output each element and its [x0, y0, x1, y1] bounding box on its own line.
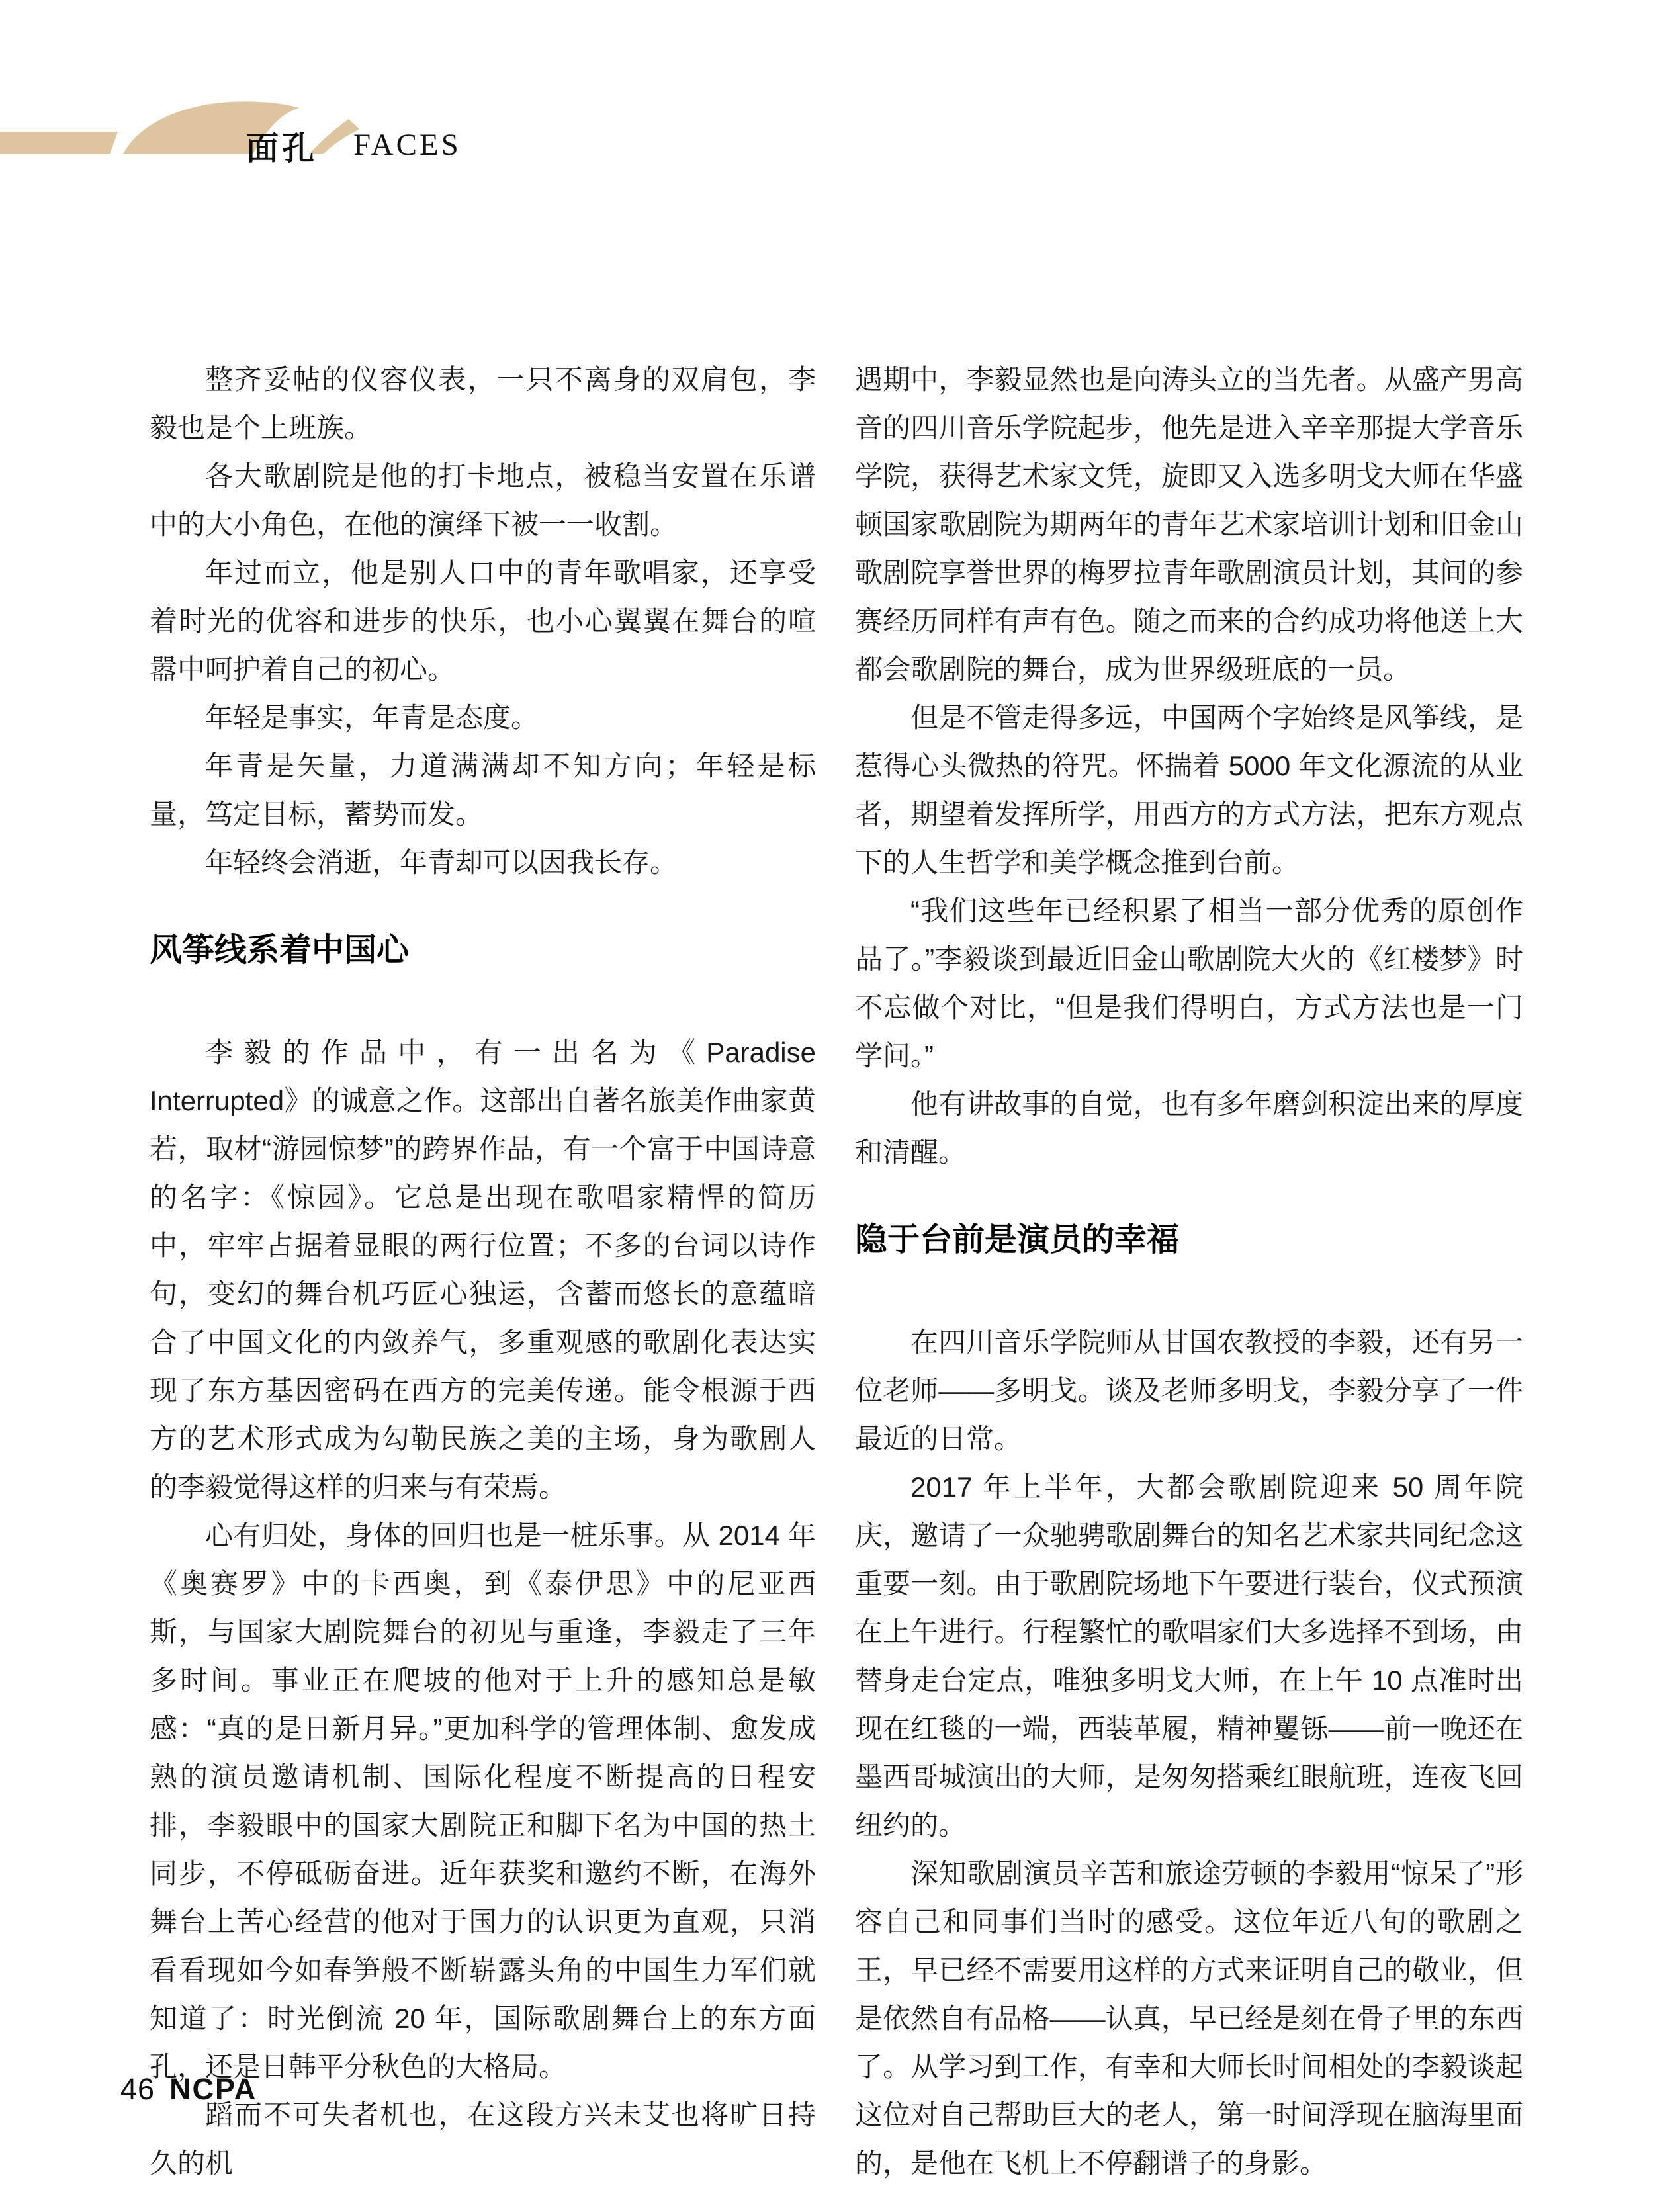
paragraph: 年青是矢量，力道满满却不知方向；年轻是标量，笃定目标，蓄势而发。 [150, 750, 816, 830]
paragraph: 整齐妥帖的仪容仪表，一只不离身的双肩包，李毅也是个上班族。 [150, 364, 816, 443]
footer [120, 2072, 257, 2107]
paragraph: 在四川音乐学院师从甘国农教授的李毅，还有另一位老师——多明戈。谈及老师多明戈，李毅分享了一件最近的日常。 [855, 1327, 1523, 1454]
section-title-zh: 面孔 [246, 131, 318, 167]
section-title-en: FACES [353, 128, 461, 162]
paragraph: 年轻是事实，年青是态度。 [205, 702, 539, 733]
paragraph: 蹈而不可失者机也，在这段方兴未艾也将旷日持久的机 [150, 2099, 816, 2179]
header-band [0, 99, 503, 195]
paragraph: 2017 年上半年，大都会歌剧院迎来 50 周年院庆，邀请了一众驰骋歌剧舞台的知名艺术家共同纪念这重要一刻。由于歌剧院场地下午要进行装台，仪式预演在上午进行。行程繁忙的歌唱家们大多选择不到场，由替身走台定点，唯独多明戈大师，在上午 10 点准时出现在红毯的一端，西装革履，精神矍铄——前一晚还在墨西哥城演出的大师，是匆匆搭乘红眼航班，连夜飞回纽约的。 [855, 1471, 1523, 1841]
left-column [150, 355, 816, 2187]
paragraph: “我们这些年已经积累了相当一部分优秀的原创作品了。”李毅谈到最近旧金山歌剧院大火的《红楼梦》时不忘做个对比，“但是我们得明白，方式方法也是一门学问。” [855, 895, 1523, 1071]
right-paragraphs-bottom [855, 1318, 1523, 2187]
paragraph: 年轻终会消逝，年青却可以因我长存。 [205, 847, 678, 878]
magazine-name: NCPA [169, 2072, 257, 2106]
paragraph: 年过而立，他是别人口中的青年歌唱家，还享受着时光的优容和进步的快乐，也小心翼翼在舞台的喧嚣中呵护着自己的初心。 [150, 557, 816, 685]
paragraph: 心有归处，身体的回归也是一桩乐事。从 2014 年《奥赛罗》中的卡西奥，到《泰伊思》中的尼亚西斯，与国家大剧院舞台的初见与重逢，李毅走了三年多时间。事业正在爬坡的他对于上升的感知总是敏感：“真的是日新月异。”更加科学的管理体制、愈发成熟的演员邀请机制、国际化程度不断提高的日程安排，李毅眼中的国家大剧院正和脚下名为中国的热土同步，不停砥砺奋进。近年获奖和邀约不断，在海外舞台上苦心经营的他对于国力的认识更为直观，只消看看现如今如春笋般不断崭露头角的中国生力军们就知道了：时光倒流 20 年，国际歌剧舞台上的东方面孔，还是日韩平分秋色的大格局。 [150, 1520, 816, 2082]
paragraph: 但是不管走得多远，中国两个字始终是风筝线，是惹得心头微热的符咒。怀揣着 5000 年文化源流的从业者，期望着发挥所学，用西方的方式方法，把东方观点下的人生哲学和美学概念推到台前。 [855, 702, 1523, 878]
paragraph: 遇期中，李毅显然也是向涛头立的当先者。从盛产男高音的四川音乐学院起步，他先是进入辛辛那提大学音乐学院，获得艺术家文凭，旋即又入选多明戈大师在华盛顿国家歌剧院为期两年的青年艺术家培训计划和旧金山歌剧院享誉世界的梅罗拉青年歌剧演员计划，其间的参赛经历同样有声有色。随之而来的合约成功将他送上大都会歌剧院的舞台，成为世界级班底的一员。 [855, 364, 1523, 685]
left-paragraphs-top [150, 355, 816, 887]
right-paragraphs-top [855, 355, 1523, 1176]
paragraph: 李毅的作品中，有一出名为《Paradise Interrupted》的诚意之作。这部出自著名旅美作曲家黄若，取材“游园惊梦”的跨界作品，有一个富于中国诗意的名字：《惊园》。它总是出现在歌唱家精悍的简历中，牢牢占据着显眼的两行位置；不多的台词以诗作句，变幻的舞台机巧匠心独运，含蓄而悠长的意蕴暗合了中国文化的内敛养气，多重观感的歌剧化表达实现了东方基因密码在西方的完美传递。能令根源于西方的艺术形式成为勾勒民族之美的主场，身为歌剧人的李毅觉得这样的归来与有荣焉。 [150, 1037, 816, 1503]
paragraph: 各大歌剧院是他的打卡地点，被稳当安置在乐谱中的大小角色，在他的演绎下被一一收割。 [150, 460, 816, 540]
left-section-heading: 风筝线系着中国心 [150, 932, 410, 968]
left-paragraphs-bottom [150, 1028, 816, 2187]
swoosh-bar [0, 132, 118, 154]
right-column [855, 355, 1523, 2187]
paragraph: 深知歌剧演员辛苦和旅途劳顿的李毅用“惊呆了”形容自己和同事们当时的感受。这位年近八旬的歌剧之王，早已经不需要用这样的方式来证明自己的敬业，但是依然自有品格——认真，早已经是刻在骨子里的东西了。从学习到工作，有幸和大师长时间相处的李毅谈起这位对自己帮助巨大的老人，第一时间浮现在脑海里面的，是他在飞机上不停翻谱子的身影。 [855, 1858, 1523, 2179]
page-number: 46 [120, 2072, 155, 2106]
right-section-heading: 隐于台前是演员的幸福 [855, 1222, 1180, 1258]
paragraph: 他有讲故事的自觉，也有多年磨剑积淀出来的厚度和清醒。 [855, 1088, 1523, 1168]
